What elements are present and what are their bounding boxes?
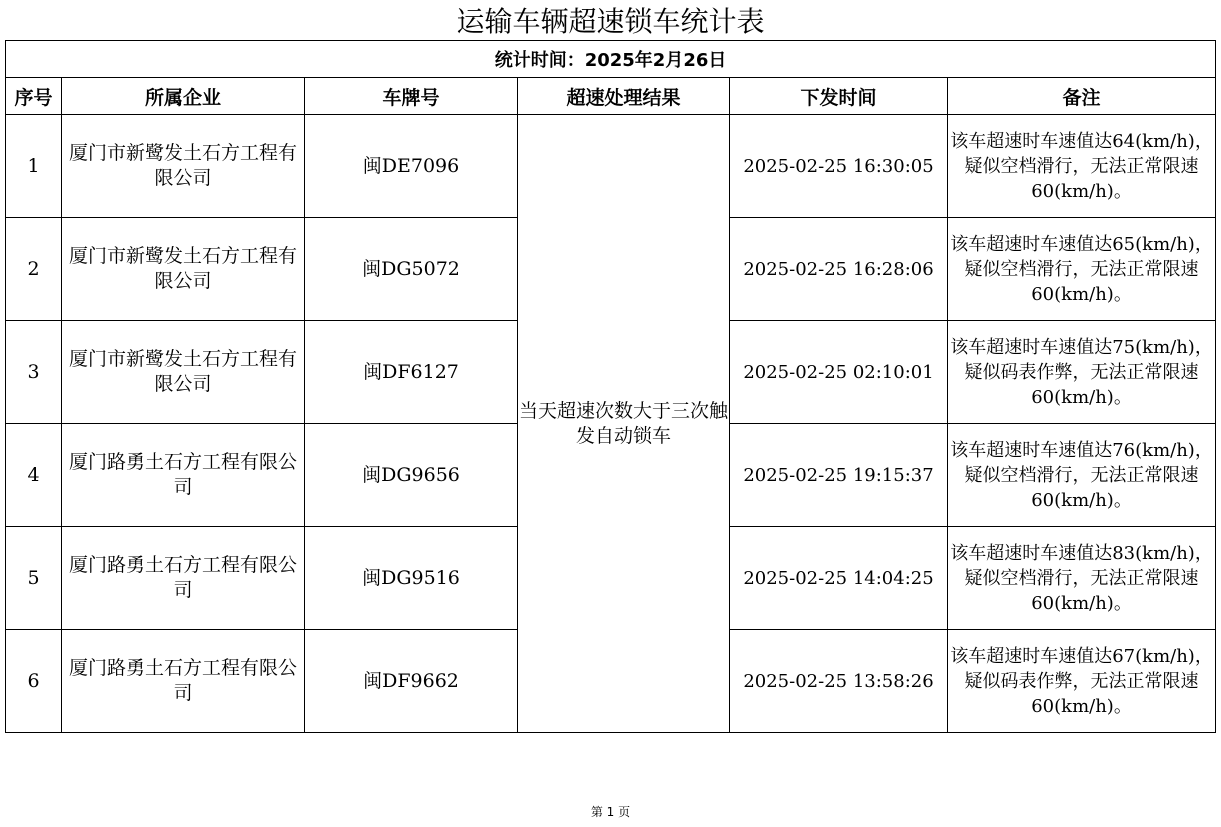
header-time: 下发时间 bbox=[730, 78, 948, 115]
stat-time: 统计时间：2025年2月26日 bbox=[6, 41, 1216, 78]
page-title: 运输车辆超速锁车统计表 bbox=[456, 5, 765, 38]
table-row bbox=[6, 115, 1216, 218]
header-no: 序号 bbox=[6, 78, 62, 115]
row-note: 该车超速时车速值达75(km/h)，疑似码表作弊，无法正常限速60(km/h)。 bbox=[948, 321, 1216, 424]
header-company: 所属企业 bbox=[62, 78, 305, 115]
header-plate: 车牌号 bbox=[305, 78, 518, 115]
row-no: 2 bbox=[6, 218, 62, 321]
row-note: 该车超速时车速值达83(km/h)，疑似空档滑行，无法正常限速60(km/h)。 bbox=[948, 527, 1216, 630]
row-no: 6 bbox=[6, 630, 62, 733]
row-time: 2025-02-25 13:58:26 bbox=[730, 630, 948, 733]
row-company: 厦门路勇土石方工程有限公司 bbox=[62, 424, 305, 527]
row-note: 该车超速时车速值达67(km/h)，疑似码表作弊，无法正常限速60(km/h)。 bbox=[948, 630, 1216, 733]
row-plate: 闽DF9662 bbox=[305, 630, 518, 733]
row-company: 厦门路勇土石方工程有限公司 bbox=[62, 527, 305, 630]
row-plate: 闽DF6127 bbox=[305, 321, 518, 424]
row-time: 2025-02-25 02:10:01 bbox=[730, 321, 948, 424]
stat-time-row bbox=[6, 41, 1216, 78]
row-time: 2025-02-25 14:04:25 bbox=[730, 527, 948, 630]
row-time: 2025-02-25 16:30:05 bbox=[730, 115, 948, 218]
row-plate: 闽DE7096 bbox=[305, 115, 518, 218]
row-no: 1 bbox=[6, 115, 62, 218]
row-note: 该车超速时车速值达64(km/h)，疑似空档滑行，无法正常限速60(km/h)。 bbox=[948, 115, 1216, 218]
row-time: 2025-02-25 16:28:06 bbox=[730, 218, 948, 321]
row-company: 厦门市新鹭发土石方工程有限公司 bbox=[62, 218, 305, 321]
row-no: 4 bbox=[6, 424, 62, 527]
row-no: 5 bbox=[6, 527, 62, 630]
header-row bbox=[6, 78, 1216, 115]
row-plate: 闽DG5072 bbox=[305, 218, 518, 321]
row-no: 3 bbox=[6, 321, 62, 424]
row-company: 厦门市新鹭发土石方工程有限公司 bbox=[62, 115, 305, 218]
row-company: 厦门路勇土石方工程有限公司 bbox=[62, 630, 305, 733]
result-cell: 当天超速次数大于三次触发自动锁车 bbox=[518, 115, 730, 733]
row-time: 2025-02-25 19:15:37 bbox=[730, 424, 948, 527]
header-note: 备注 bbox=[948, 78, 1216, 115]
row-note: 该车超速时车速值达65(km/h)，疑似空档滑行，无法正常限速60(km/h)。 bbox=[948, 218, 1216, 321]
row-note: 该车超速时车速值达76(km/h)，疑似空档滑行，无法正常限速60(km/h)。 bbox=[948, 424, 1216, 527]
header-result: 超速处理结果 bbox=[518, 78, 730, 115]
row-plate: 闽DG9516 bbox=[305, 527, 518, 630]
page-footer: 第 1 页 bbox=[590, 805, 631, 819]
speed-lock-table bbox=[5, 40, 1216, 733]
row-company: 厦门市新鹭发土石方工程有限公司 bbox=[62, 321, 305, 424]
row-plate: 闽DG9656 bbox=[305, 424, 518, 527]
